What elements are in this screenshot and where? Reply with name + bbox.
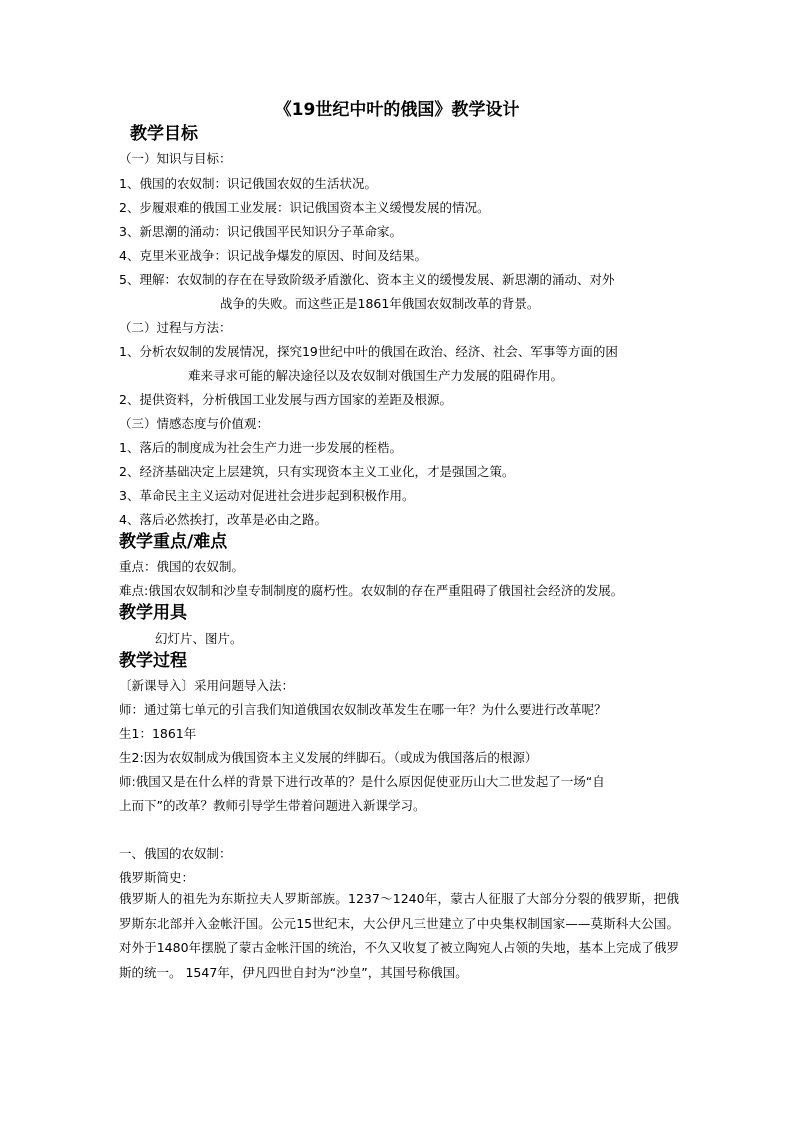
heading-objectives: 教学目标 — [130, 124, 198, 144]
knowledge-item: 1、俄国的农奴制：识记俄国农奴的生活状况。 — [119, 176, 377, 191]
tools-text: 幻灯片、图片。 — [155, 631, 243, 646]
procedure-line: 师：通过第七单元的引言我们知道俄国农奴制改革发生在哪一年？为什么要进行改革呢？ — [119, 702, 607, 717]
process-item-continued: 难来寻求可能的解决途径以及农奴制对俄国生产力发展的阻碍作用。 — [188, 368, 564, 383]
procedure-line: 上而下”的改革？教师引导学生带着问题进入新课学习。 — [119, 798, 426, 813]
process-item: 2、提供资料，分析俄国工业发展与西方国家的差距及根源。 — [119, 392, 452, 407]
values-item: 3、革命民主主义运动对促进社会进步起到积极作用。 — [119, 488, 415, 503]
key-point: 重点：俄国的农奴制。 — [119, 559, 245, 574]
procedure-line: 师:俄国又是在什么样的背景下进行改革的？是什么原因促使亚历山大二世发起了一场“自 — [119, 774, 605, 789]
procedure-line: 〔新课导入〕采用问题导入法： — [119, 678, 295, 693]
document-title: 《19世纪中叶的俄国》教学设计 — [274, 100, 520, 120]
heading-procedure: 教学过程 — [119, 651, 187, 671]
values-item: 1、落后的制度成为社会生产力进一步发展的桎梏。 — [119, 440, 402, 455]
knowledge-item-continued: 战争的失败。而这些正是1861年俄国农奴制改革的背景。 — [220, 296, 540, 311]
procedure-line: 生1：1861年 — [119, 726, 197, 741]
values-item: 2、经济基础决定上层建筑，只有实现资本主义工业化，才是强国之策。 — [119, 464, 515, 479]
history-paragraph: 俄罗斯人的祖先为东斯拉夫人罗斯部族。1237～1240年，蒙古人征服了大部分分裂的俄罗斯，把俄罗斯东北部并入金帐汗国。公元15世纪末，大公伊凡三世建立了中央集权制国家——莫斯科大公国。对外于1480年摆脱了蒙古金帐汗国的统治，不久又收复了被立陶宛人占领的失地，基本上完成了俄罗斯的统一。 1547年，伊凡四世自封为“沙皇”，其国号称俄国。 — [119, 891, 679, 980]
values-label: （三）情感态度与价值观： — [119, 416, 270, 431]
heading-key-points: 教学重点/难点 — [119, 532, 228, 552]
knowledge-item: 3、新思潮的涌动：识记俄国平民知识分子革命家。 — [119, 224, 402, 239]
knowledge-item: 4、克里米亚战争：识记战争爆发的原因、时间及结果。 — [119, 248, 427, 263]
section-subtitle: 俄罗斯简史： — [119, 870, 195, 885]
knowledge-item: 5、理解：农奴制的存在在导致阶级矛盾激化、资本主义的缓慢发展、新思潮的涌动、对外 — [119, 272, 615, 287]
difficult-point: 难点:俄国农奴制和沙皇专制制度的腐朽性。农奴制的存在严重阻碍了俄国社会经济的发展。 — [119, 583, 624, 598]
section-title: 一、俄国的农奴制： — [119, 846, 232, 861]
process-label: （二）过程与方法： — [119, 320, 232, 335]
heading-tools: 教学用具 — [119, 603, 187, 623]
values-item: 4、落后必然挨打，改革是必由之路。 — [119, 512, 327, 527]
procedure-line: 生2:因为农奴制成为俄国资本主义发展的绊脚石。（或成为俄国落后的根源） — [119, 750, 538, 765]
knowledge-label: （一）知识与目标： — [119, 151, 232, 166]
process-item: 1、分析农奴制的发展情况，探究19世纪中叶的俄国在政治、经济、社会、军事等方面的困 — [119, 344, 618, 359]
knowledge-item: 2、步履艰难的俄国工业发展：识记俄国资本主义缓慢发展的情况。 — [119, 200, 490, 215]
